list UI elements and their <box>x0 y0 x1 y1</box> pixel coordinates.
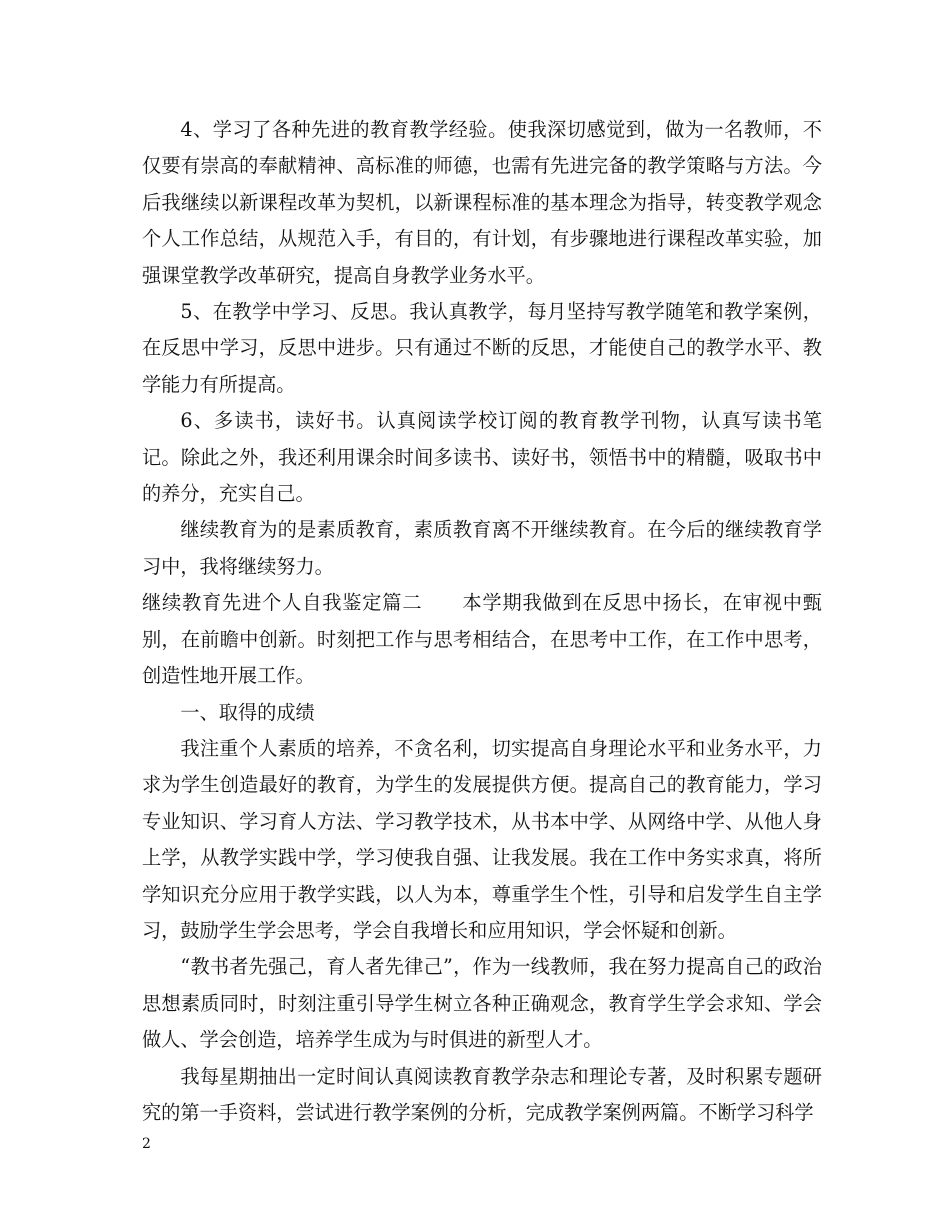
subheading-achievements: 一、取得的成绩 <box>180 700 315 724</box>
paragraph-item-6: 6、多读书，读好书。认真阅读学校订阅的教育教学刊物，认真写读书笔记。除此之外，我还利用课余时间多读书、读好书，领悟书中的精髓，吸取书中的养分，充实自己。 <box>142 409 822 506</box>
paragraph-conclusion: 继续教育为的是素质教育，素质教育离不开继续教育。在今后的继续教育学习中，我将继续努力。 <box>142 518 822 578</box>
paragraph-weekly-reading: 我每星期抽出一定时间认真阅读教育教学杂志和理论专著，及时积累专题研究的第一手资料，尝试进行教学案例的分析，完成教学案例两篇。不断学习科学 <box>142 1064 822 1124</box>
page-number: 2 <box>142 1136 151 1152</box>
paragraph-teacher-motto: “教书者先强己，育人者先律己”，作为一线教师，我在努力提高自己的政治思想素质同时，时刻注重引导学生树立各种正确观念，教育学生学会求知、学会做人、学会创造，培养学生成为与时俱进的新型人才。 <box>142 955 822 1052</box>
paragraph-item-4: 4、学习了各种先进的教育教学经验。使我深切感觉到，做为一名教师，不仅要有崇高的奉献精神、高标准的师德，也需有先进完备的教学策略与方法。今后我继续以新课程改革为契机，以新课程标准的基本理念为指导，转变教学观念个人工作总结，从规范入手，有目的，有计划，有步骤地进行课程改革实验，加强课堂教学改革研究，提高自身教学业务水平。 <box>142 118 822 287</box>
section-two-heading-paragraph: 继续教育先进个人自我鉴定篇二 本学期我做到在反思中扬长，在审视中甄别，在前瞻中创新。时刻把工作与思考相结合，在思考中工作，在工作中思考，创造性地开展工作。 <box>142 591 822 688</box>
document-body <box>142 112 822 1131</box>
paragraph-item-5: 5、在教学中学习、反思。我认真教学，每月坚持写教学随笔和教学案例，在反思中学习，反思中进步。只有通过不断的反思，才能使自己的教学水平、教学能力有所提高。 <box>142 300 822 396</box>
paragraph-self-improvement: 我注重个人素质的培养，不贪名利，切实提高自身理论水平和业务水平，力求为学生创造最好的教育，为学生的发展提供方便。提高自己的教育能力，学习专业知识、学习育人方法、学习教学技术，从书本中学、从网络中学、从他人身上学，从教学实践中学，学习使我自强、让我发展。我在工作中务实求真，将所学知识充分应用于教学实践，以人为本，尊重学生个性，引导和启发学生自主学习，鼓励学生学会思考，学会自我增长和应用知识，学会怀疑和创新。 <box>142 736 822 942</box>
